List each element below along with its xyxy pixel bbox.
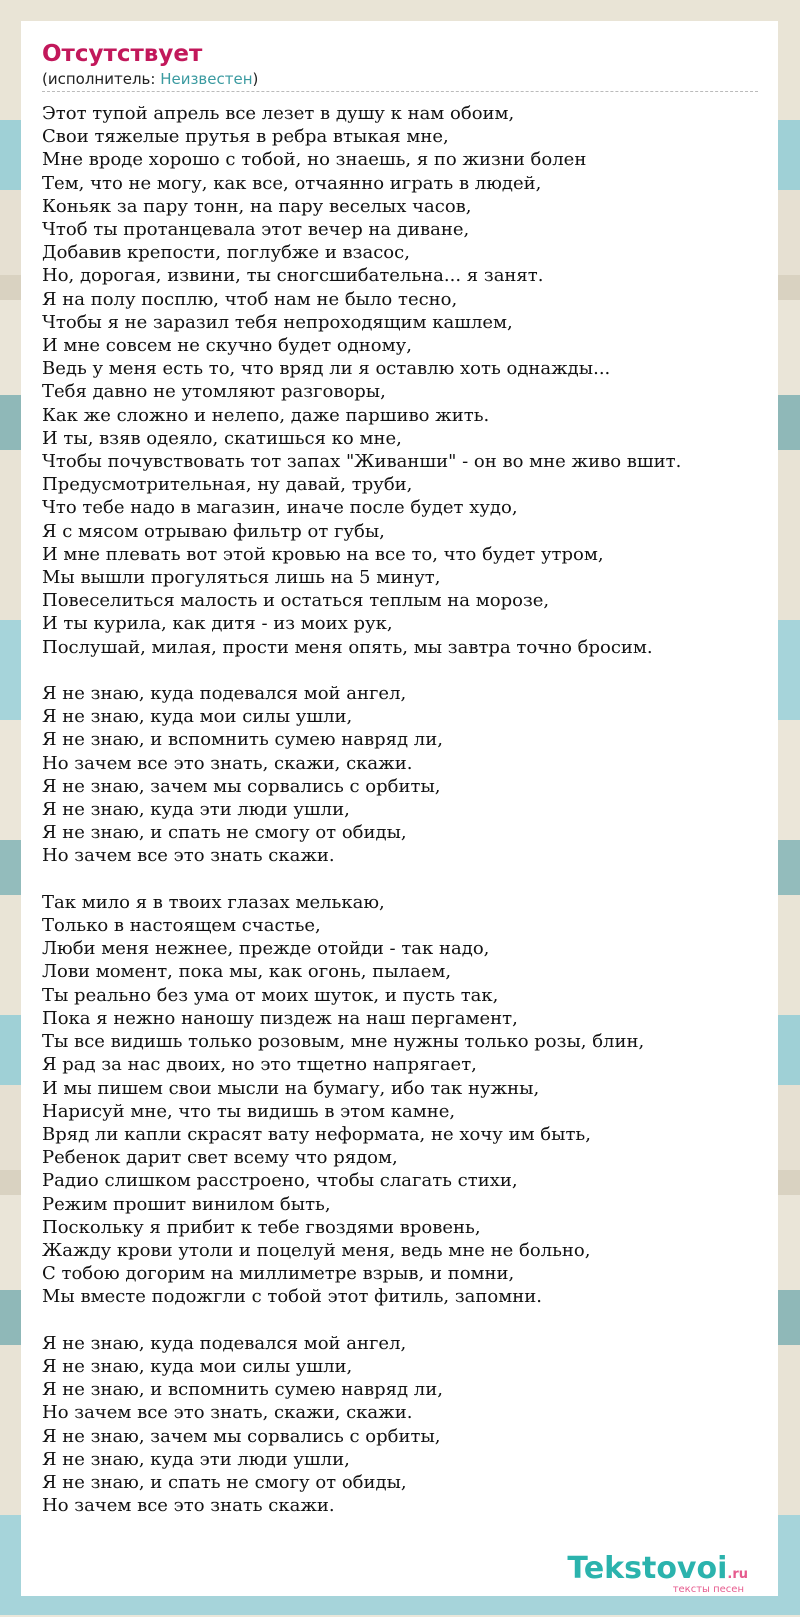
lyrics-line: Я не знаю, куда подевался мой ангел,	[42, 683, 407, 705]
lyrics-line: Жажду крови утоли и поцелуй меня, ведь мне не больно,	[42, 1239, 591, 1261]
lyrics-line: Тебя давно не утомляют разговоры,	[42, 381, 386, 403]
lyrics-line: Ты реально без ума от моих шуток, и пусть так,	[42, 984, 499, 1006]
lyrics-line: И мне плевать вот этой кровью на все то, что будет утром,	[42, 543, 604, 565]
song-title: Отсутствует	[42, 41, 203, 67]
lyrics-line: Я не знаю, куда мои силы ушли,	[42, 706, 353, 728]
lyrics-line: Предусмотрительная, ну давай, труби,	[42, 474, 413, 496]
lyrics-line: Поскольку я прибит к тебе гвоздями вровень,	[42, 1216, 481, 1238]
lyrics-line: Но зачем все это знать, скажи, скажи.	[42, 1402, 413, 1424]
artist-prefix: (исполнитель:	[42, 70, 161, 88]
lyrics-card	[21, 21, 778, 1596]
artist-line	[42, 69, 758, 92]
lyrics-line: Вряд ли капли скрасят вату неформата, не хочу им быть,	[42, 1123, 591, 1145]
lyrics-line: Ты все видишь только розовым, мне нужны только розы, блин,	[42, 1031, 645, 1053]
lyrics-stanza	[42, 1332, 758, 1518]
lyrics-line: Я не знаю, куда эти люди ушли,	[42, 799, 350, 821]
lyrics-line: Мне вроде хорошо с тобой, но знаешь, я по жизни болен	[42, 149, 587, 171]
lyrics-line: С тобою догорим на миллиметре взрыв, и помни,	[42, 1263, 515, 1285]
lyrics-line: Тем, что не могу, как все, отчаянно играть в людей,	[42, 172, 542, 194]
lyrics-line: Послушай, милая, прости меня опять, мы завтра точно бросим.	[42, 636, 653, 658]
artist-suffix: )	[252, 70, 259, 88]
lyrics-stanza	[42, 102, 758, 659]
lyrics-line: Я не знаю, и вспомнить сумею навряд ли,	[42, 1379, 443, 1401]
lyrics-line: Добавив крепости, поглубже и взасос,	[42, 242, 410, 264]
lyrics-line: Я не знаю, куда подевался мой ангел,	[42, 1332, 407, 1354]
lyrics-line: Я не знаю, зачем мы сорвались с орбиты,	[42, 775, 441, 797]
lyrics-line: И мы пишем свои мысли на бумагу, ибо так нужны,	[42, 1077, 540, 1099]
lyrics-line: Люби меня нежнее, прежде отойди - так надо,	[42, 938, 490, 960]
lyrics-line: Повеселиться малость и остаться теплым на морозе,	[42, 590, 550, 612]
lyrics-line: Я с мясом отрываю фильтр от губы,	[42, 520, 385, 542]
lyrics-line: Мы вместе подожгли с тобой этот фитиль, запомни.	[42, 1286, 542, 1308]
lyrics-line: Режим прошит винилом быть,	[42, 1193, 331, 1215]
lyrics-line: Я рад за нас двоих, но это тщетно напрягает,	[42, 1054, 477, 1076]
lyrics-body	[42, 102, 758, 1517]
artist-link[interactable]: Неизвестен	[160, 70, 253, 88]
lyrics-line: Но зачем все это знать, скажи, скажи.	[42, 752, 413, 774]
lyrics-line: Я не знаю, куда эти люди ушли,	[42, 1448, 350, 1470]
lyrics-stanza	[42, 891, 758, 1309]
lyrics-line: Этот тупой апрель все лезет в душу к нам обоим,	[42, 103, 515, 124]
lyrics-line: Я не знаю, куда мои силы ушли,	[42, 1355, 353, 1377]
lyrics-line: Пока я нежно наношу пиздеж на наш пергамент,	[42, 1007, 518, 1029]
logo-wordmark: Tekstovoi	[567, 1551, 728, 1586]
lyrics-line: Я не знаю, и спать не смогу от обиды,	[42, 1471, 407, 1493]
lyrics-line: Радио слишком расстроено, чтобы слагать стихи,	[42, 1170, 518, 1192]
lyrics-line: Свои тяжелые прутья в ребра втыкая мне,	[42, 126, 449, 148]
lyrics-line: Чтоб ты протанцевала этот вечер на диване,	[42, 219, 470, 241]
lyrics-line: Лови момент, пока мы, как огонь, пылаем,	[42, 961, 452, 983]
site-logo[interactable]	[567, 1553, 748, 1595]
lyrics-line: Коньяк за пару тонн, на пару веселых часов,	[42, 195, 472, 217]
lyrics-line: И ты курила, как дитя - из моих рук,	[42, 613, 393, 635]
lyrics-line: Так мило я в твоих глазах мелькаю,	[42, 891, 385, 913]
lyrics-line: Только в настоящем счастье,	[42, 915, 321, 937]
lyrics-line: Что тебе надо в магазин, иначе после будет худо,	[42, 497, 518, 519]
lyrics-line: Я не знаю, и вспомнить сумею навряд ли,	[42, 729, 443, 751]
lyrics-line: Как же сложно и нелепо, даже паршиво жить.	[42, 404, 490, 426]
lyrics-line: Нарисуй мне, что ты видишь в этом камне,	[42, 1100, 456, 1122]
lyrics-line: И ты, взяв одеяло, скатишься ко мне,	[42, 427, 402, 449]
logo-domain-suffix: .ru	[727, 1567, 748, 1582]
lyrics-stanza	[42, 682, 758, 868]
lyrics-line: Но зачем все это знать скажи.	[42, 845, 335, 867]
lyrics-line: Но, дорогая, извини, ты сногсшибательна... я занят.	[42, 265, 544, 287]
lyrics-line: Я на полу посплю, чтоб нам не было тесно,	[42, 288, 458, 310]
lyrics-line: Чтобы почувствовать тот запах "Живанши" - он во мне живо вшит.	[42, 451, 682, 473]
logo-tagline: тексты песен	[672, 1584, 744, 1595]
lyrics-line: Я не знаю, зачем мы сорвались с орбиты,	[42, 1425, 441, 1447]
lyrics-line: Я не знаю, и спать не смогу от обиды,	[42, 822, 407, 844]
lyrics-line: Ребенок дарит свет всему что рядом,	[42, 1147, 398, 1169]
lyrics-line: Мы вышли прогуляться лишь на 5 минут,	[42, 567, 441, 589]
lyrics-line: Чтобы я не заразил тебя непроходящим кашлем,	[42, 311, 513, 333]
lyrics-line: Ведь у меня есть то, что вряд ли я оставлю хоть однажды...	[42, 358, 611, 380]
lyrics-line: Но зачем все это знать скажи.	[42, 1495, 335, 1517]
lyrics-line: И мне совсем не скучно будет одному,	[42, 335, 412, 357]
